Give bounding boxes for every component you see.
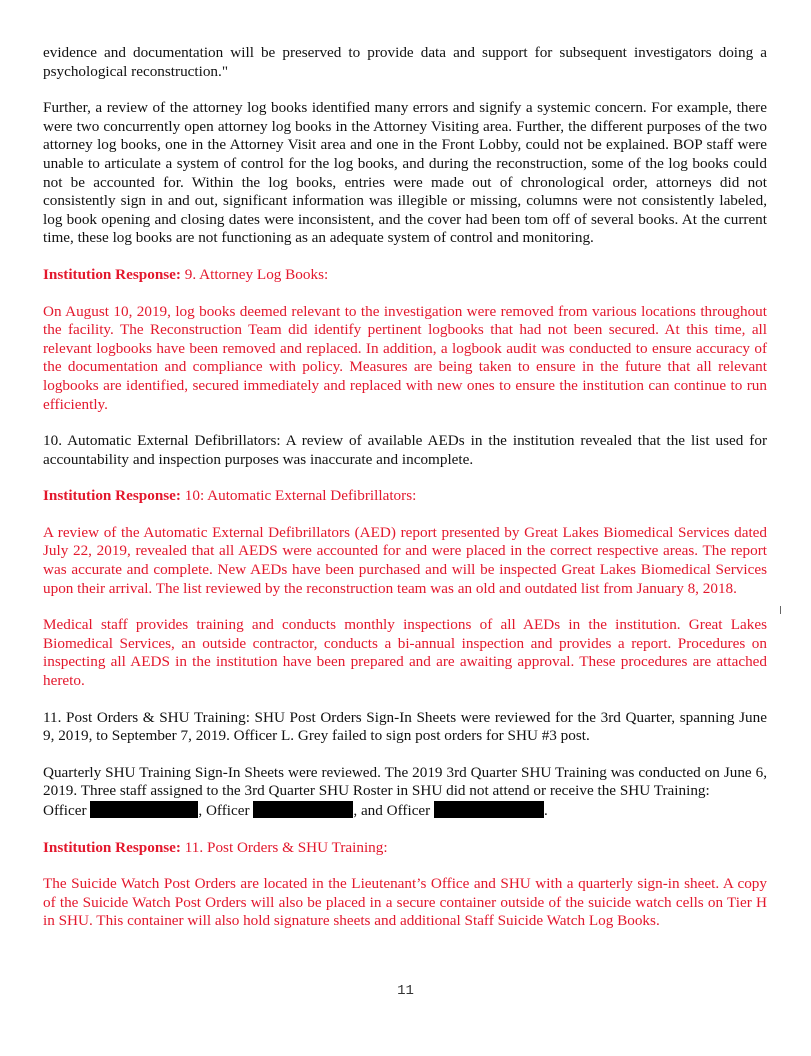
officer-label: Officer <box>43 802 91 819</box>
page-number: 11 <box>397 983 414 999</box>
paragraph-quote-end: evidence and documentation will be preserved to provide data and support for subsequent investigators doing a psychological reconstruction." <box>43 44 767 80</box>
document-page <box>43 44 767 931</box>
response-title: 10: Automatic External Defibrillators: <box>180 487 417 505</box>
response-10-text-2: Medical staff provides training and conducts monthly inspections of all AEDs in the institution. Great Lakes Biomedical Services, an outside contractor, conducts a bi-annual inspection and provides a report. Procedures on inspecting all AEDS in the institution have been prepared and are awaiting approval. These procedures are attached hereto. <box>43 616 767 690</box>
response-label: Institution Response: <box>43 487 181 505</box>
response-label: Institution Response: <box>43 265 181 283</box>
response-title: 11. Post Orders & SHU Training: <box>180 838 388 856</box>
officer-label: , Officer <box>198 802 254 819</box>
paragraph-shu-training <box>43 764 767 821</box>
paragraph-post-orders: 11. Post Orders & SHU Training: SHU Post Orders Sign-In Sheets were reviewed for the 3rd Quarter, spanning June 9, 2019, to September 7, 2019. Officer L. Grey failed to sign post orders for SHU #3 post. <box>43 708 767 745</box>
shu-training-text: Quarterly SHU Training Sign-In Sheets were reviewed. The 2019 3rd Quarter SHU Training was conducted on June 6, 2019. Three staff assigned to the 3rd Quarter SHU Roster in SHU did not attend or receive the SHU Training: <box>43 763 767 800</box>
sentence-end: . <box>544 802 548 819</box>
response-11-text: The Suicide Watch Post Orders are located in the Lieutenant’s Office and SHU with a quarterly sign-in sheet. A copy of the Suicide Watch Post Orders will also be placed in a secure container outside of the suicide watch cells on Tier H in SHU. This container will also hold signature sheets and additional Staff Suicide Watch Log Books. <box>43 875 767 930</box>
response-11-heading <box>43 839 767 858</box>
response-10-text-1: A review of the Automatic External Defibrillators (AED) report presented by Great Lakes Biomedical Services dated July 22, 2019, revealed that all AEDS were accounted for and were placed in the correct respective areas. The report was accurate and complete. New AEDs have been purchased and will be inspected Great Lakes Biomedical Services upon their arrival. The list reviewed by the reconstruction team was an old and outdated list from January 8, 2018. <box>43 523 767 597</box>
paragraph-aed-review: 10. Automatic External Defibrillators: A review of available AEDs in the institution revealed that the list used for accountability and inspection purposes was inaccurate and incomplete. <box>43 432 767 468</box>
redaction-box <box>434 801 544 818</box>
response-9-text: On August 10, 2019, log books deemed relevant to the investigation were removed from various locations throughout the facility. The Reconstruction Team did identify pertinent logbooks that had not been secured. At this time, all relevant logbooks have been removed and replaced. In addition, a logbook audit was conducted to ensure accuracy of the documentation and compliance with policy. Measures are being taken to ensure in the future that all relevant logbooks are identified, secured immediately and replaced with new ones to ensure the institution can continue to run efficiently. <box>43 302 767 413</box>
redaction-box <box>90 801 198 818</box>
margin-mark <box>780 606 781 614</box>
response-10-heading <box>43 487 767 506</box>
response-label: Institution Response: <box>43 838 181 856</box>
response-title: 9. Attorney Log Books: <box>180 265 329 283</box>
officer-label: , and Officer <box>353 802 435 819</box>
response-9-heading <box>43 266 767 285</box>
paragraph-attorney-log-review: Further, a review of the attorney log books identified many errors and signify a systemic concern. For example, there were two concurrently open attorney log books in the Attorney Visiting area. Further, the different purposes of the two attorney log books, one in the Attorney Visit area and one in the Front Lobby, could not be explained. BOP staff were unable to articulate a system of control for the log books, and during the reconstruction, some of the log books could not be accounted for. Within the log books, entries were made out of chronological order, attorneys did not consistently sign in and out, significant information was illegible or missing, columns were not consistently labeled, log book opening and closing dates were inconsistent, and the cover had been tom off of several books. At the current time, these log books are not functioning as an adequate system of control and monitoring. <box>43 99 767 247</box>
redaction-box <box>253 801 353 818</box>
